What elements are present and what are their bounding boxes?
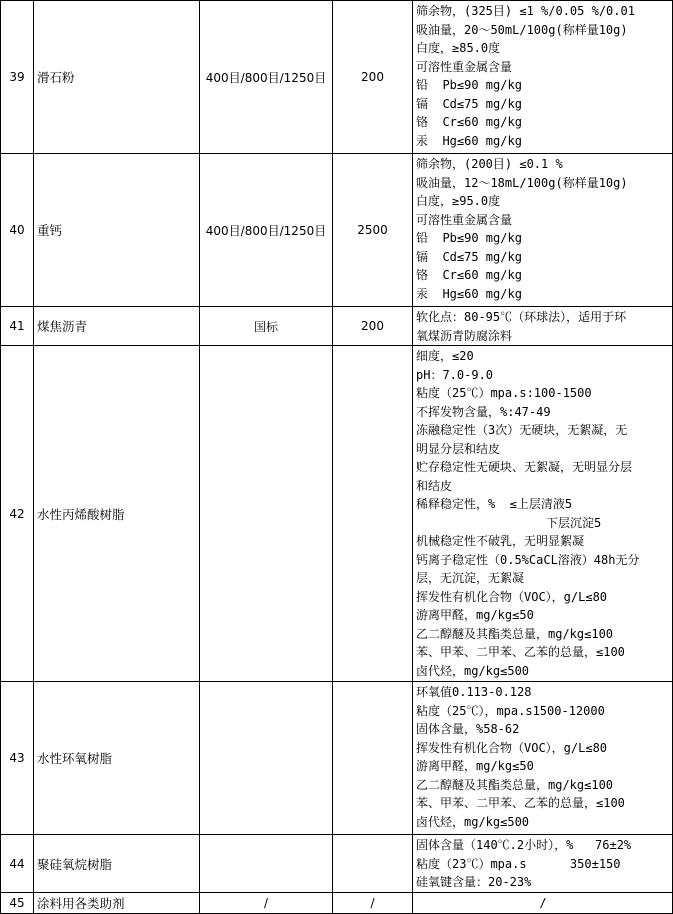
row-number: 39 bbox=[1, 1, 34, 154]
requirements-cell bbox=[413, 682, 673, 835]
material-spec bbox=[200, 835, 333, 893]
requirements-cell bbox=[413, 893, 673, 914]
material-name: 水性丙烯酸树脂 bbox=[34, 346, 200, 682]
requirement-line: 固体含量（140℃.2小时），% 76±2% bbox=[416, 838, 632, 852]
material-quantity: 200 bbox=[333, 307, 413, 346]
requirement-line: 和结皮 bbox=[416, 478, 453, 493]
requirement-line: 汞 Hg≤60 mg/kg bbox=[416, 286, 522, 301]
material-quantity: 200 bbox=[333, 1, 413, 154]
material-name: 水性环氧树脂 bbox=[34, 682, 200, 835]
material-name: 重钙 bbox=[34, 154, 200, 307]
requirement-line: 软化点：80-95℃（环球法），适用于环 bbox=[416, 310, 627, 324]
requirements-cell bbox=[413, 346, 673, 682]
requirement-line: 卤代烃，mg/kg≤500 bbox=[416, 663, 530, 678]
material-name: 滑石粉 bbox=[34, 1, 200, 154]
material-spec bbox=[200, 346, 333, 682]
requirement-line: 可溶性重金属含量 bbox=[416, 212, 513, 227]
material-name: 聚硅氧烷树脂 bbox=[34, 835, 200, 893]
requirement-line: 苯、甲苯、二甲苯、乙苯的总量，≤100 bbox=[416, 796, 625, 810]
requirement-line: 明显分层和结皮 bbox=[416, 441, 501, 456]
material-quantity: / bbox=[333, 893, 413, 914]
requirement-line: pH：7.0-9.0 bbox=[416, 367, 494, 382]
material-quantity bbox=[333, 346, 413, 682]
row-number: 44 bbox=[1, 835, 34, 893]
requirement-line: 挥发性有机化合物（VOC），g/L≤80 bbox=[416, 589, 608, 604]
table-row bbox=[1, 1, 673, 154]
requirement-line: 氧煤沥青防腐涂料 bbox=[416, 328, 513, 343]
requirement-line: 细度，≤20 bbox=[416, 349, 474, 363]
requirement-line: 铬 Cr≤60 mg/kg bbox=[416, 115, 522, 129]
table-row bbox=[1, 346, 673, 682]
requirement-line: 游离甲醛，mg/kg≤50 bbox=[416, 759, 534, 773]
row-number: 45 bbox=[1, 893, 34, 914]
requirement-line: 铅 Pb≤90 mg/kg bbox=[416, 231, 522, 245]
table-row bbox=[1, 893, 673, 914]
materials-table-body bbox=[1, 1, 673, 914]
requirement-line: 镉 Cd≤75 mg/kg bbox=[416, 96, 522, 111]
requirement-line: 镉 Cd≤75 mg/kg bbox=[416, 249, 522, 264]
requirement-line: 不挥发物含量，%:47-49 bbox=[416, 404, 551, 419]
table-row bbox=[1, 154, 673, 307]
requirement-line: 筛余物，(325目) ≤1 %/0.05 %/0.01 bbox=[416, 4, 635, 18]
requirement-line: 铬 Cr≤60 mg/kg bbox=[416, 268, 522, 282]
requirement-line: 可溶性重金属含量 bbox=[416, 59, 513, 74]
requirement-line: 乙二醇醚及其酯类总量，mg/kg≤100 bbox=[416, 626, 614, 641]
requirements-cell bbox=[413, 1, 673, 154]
requirement-line: 粘度（23℃）mpa.s 350±150 bbox=[416, 856, 621, 871]
requirement-line: 层，无沉淀，无絮凝 bbox=[416, 571, 525, 585]
requirement-line: 挥发性有机化合物（VOC），g/L≤80 bbox=[416, 740, 608, 755]
requirement-line: 吸油量，20～50mL/100g(称样量10g) bbox=[416, 22, 628, 37]
material-spec bbox=[200, 682, 333, 835]
table-row bbox=[1, 307, 673, 346]
requirements-cell bbox=[413, 154, 673, 307]
requirement-line: 白度，≥85.0度 bbox=[416, 41, 501, 55]
requirement-line: 钙离子稳定性（0.5%CaCL溶液）48h无分 bbox=[416, 552, 640, 567]
requirement-line: 吸油量，12～18mL/100g(称样量10g) bbox=[416, 175, 628, 190]
requirement-line: 乙二醇醚及其酯类总量，mg/kg≤100 bbox=[416, 777, 614, 792]
row-number: 40 bbox=[1, 154, 34, 307]
requirement-line: 下层沉淀5 bbox=[416, 515, 602, 530]
requirement-line: / bbox=[539, 896, 547, 910]
requirement-line: 冻融稳定性（3次）无硬块，无絮凝，无 bbox=[416, 423, 628, 437]
material-name: 涂料用各类助剂 bbox=[34, 893, 200, 914]
requirement-line: 铅 Pb≤90 mg/kg bbox=[416, 78, 522, 92]
material-spec: 400目/800目/1250目 bbox=[200, 1, 333, 154]
requirements-cell bbox=[413, 835, 673, 893]
requirement-line: 卤代烃，mg/kg≤500 bbox=[416, 814, 530, 829]
material-quantity bbox=[333, 682, 413, 835]
requirement-line: 稀释稳定性，% ≤上层清液5 bbox=[416, 497, 573, 511]
row-number: 42 bbox=[1, 346, 34, 682]
material-spec: 400目/800目/1250目 bbox=[200, 154, 333, 307]
requirement-line: 环氧值0.113-0.128 bbox=[416, 685, 532, 699]
requirement-line: 粘度（25℃）mpa.s:100-1500 bbox=[416, 386, 592, 400]
material-quantity bbox=[333, 835, 413, 893]
material-spec: 国标 bbox=[200, 307, 333, 346]
requirement-line: 固体含量，%58-62 bbox=[416, 722, 520, 736]
requirement-line: 汞 Hg≤60 mg/kg bbox=[416, 133, 522, 148]
requirements-cell bbox=[413, 307, 673, 346]
material-name: 煤焦沥青 bbox=[34, 307, 200, 346]
requirement-line: 游离甲醛，mg/kg≤50 bbox=[416, 608, 534, 622]
material-spec: / bbox=[200, 893, 333, 914]
row-number: 43 bbox=[1, 682, 34, 835]
requirement-line: 硅氧键含量：20-23% bbox=[416, 875, 532, 889]
requirement-line: 机械稳定性不破乳，无明显絮凝 bbox=[416, 534, 585, 548]
table-row bbox=[1, 682, 673, 835]
requirement-line: 白度，≥95.0度 bbox=[416, 194, 501, 208]
requirement-line: 贮存稳定性无硬块、无絮凝，无明显分层 bbox=[416, 460, 633, 474]
row-number: 41 bbox=[1, 307, 34, 346]
requirement-line: 筛余物，(200目) ≤0.1 % bbox=[416, 157, 563, 171]
requirement-line: 粘度（25℃），mpa.s1500-12000 bbox=[416, 703, 605, 718]
material-quantity: 2500 bbox=[333, 154, 413, 307]
requirement-line: 苯、甲苯、二甲苯、乙苯的总量，≤100 bbox=[416, 645, 625, 659]
table-row bbox=[1, 835, 673, 893]
